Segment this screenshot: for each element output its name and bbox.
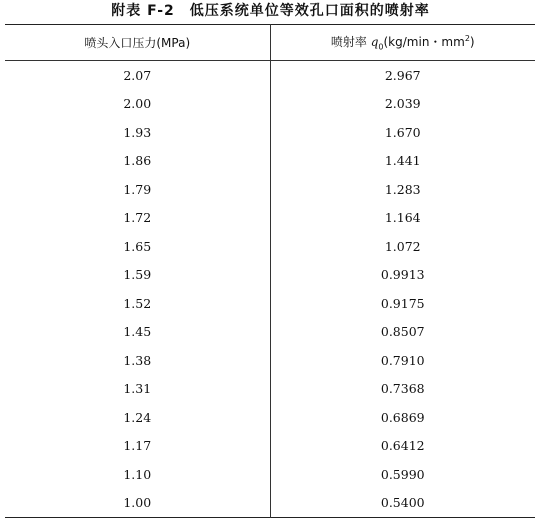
table-row [5,403,535,432]
table-row [5,118,535,147]
spray-rate-table [5,24,535,518]
header-spray-rate-unit: (kg/min・mm [383,35,465,50]
spray-rate-cell: 0.6869 [270,403,535,432]
pressure-cell: 2.00 [123,96,152,112]
table-row [5,289,535,318]
spray-rate-cell: 0.9175 [270,289,535,318]
table-header-row [5,25,535,61]
header-spray-rate [270,25,535,61]
table-body [5,61,535,518]
table-row [5,460,535,489]
table-row [5,489,535,518]
header-spray-rate-close: ) [469,35,475,50]
spray-rate-cell: 2.967 [270,61,535,90]
pressure-cell: 1.24 [123,409,152,425]
spray-rate-cell: 2.039 [270,90,535,119]
spray-rate-cell: 0.7910 [270,346,535,375]
header-spray-rate-subscript: 0 [378,42,384,52]
header-nozzle-pressure: 喷头入口压力(MPa) [5,25,270,61]
pressure-cell: 1.31 [123,381,152,397]
table-row [5,175,535,204]
spray-rate-cell: 1.072 [270,232,535,261]
table-row [5,204,535,233]
table-row [5,318,535,347]
pressure-cell: 1.00 [123,495,152,511]
spray-rate-cell: 0.5400 [270,489,535,518]
table-row [5,61,535,90]
table-row [5,90,535,119]
pressure-cell: 1.72 [123,210,152,226]
pressure-cell: 1.59 [123,267,152,283]
spray-rate-cell: 0.9913 [270,261,535,290]
pressure-cell: 1.93 [123,124,152,140]
table-row [5,375,535,404]
pressure-cell: 1.65 [123,238,152,254]
pressure-cell: 1.38 [123,352,152,368]
spray-rate-cell: 0.7368 [270,375,535,404]
header-spray-rate-superscript: 2 [464,34,470,44]
spray-rate-cell: 1.164 [270,204,535,233]
pressure-cell: 1.10 [123,466,152,482]
pressure-cell: 1.79 [123,181,152,197]
pressure-cell: 1.45 [123,324,152,340]
table-row [5,232,535,261]
header-spray-rate-prefix: 喷射率 [330,35,371,50]
table-title: 附表 F-2 低压系统单位等效孔口面积的喷射率 [111,3,430,19]
table-row [5,147,535,176]
spray-rate-cell: 0.6412 [270,432,535,461]
header-spray-rate-symbol: q [370,35,379,50]
spray-rate-cell: 1.283 [270,175,535,204]
pressure-cell: 2.07 [123,67,152,83]
spray-rate-cell: 0.8507 [270,318,535,347]
pressure-cell: 1.52 [123,295,152,311]
spray-rate-cell: 1.441 [270,147,535,176]
table-row [5,261,535,290]
pressure-cell: 1.86 [123,153,152,169]
table-row [5,346,535,375]
table-row [5,432,535,461]
pressure-cell: 1.17 [123,438,152,454]
spray-rate-cell: 0.5990 [270,460,535,489]
spray-rate-cell: 1.670 [270,118,535,147]
